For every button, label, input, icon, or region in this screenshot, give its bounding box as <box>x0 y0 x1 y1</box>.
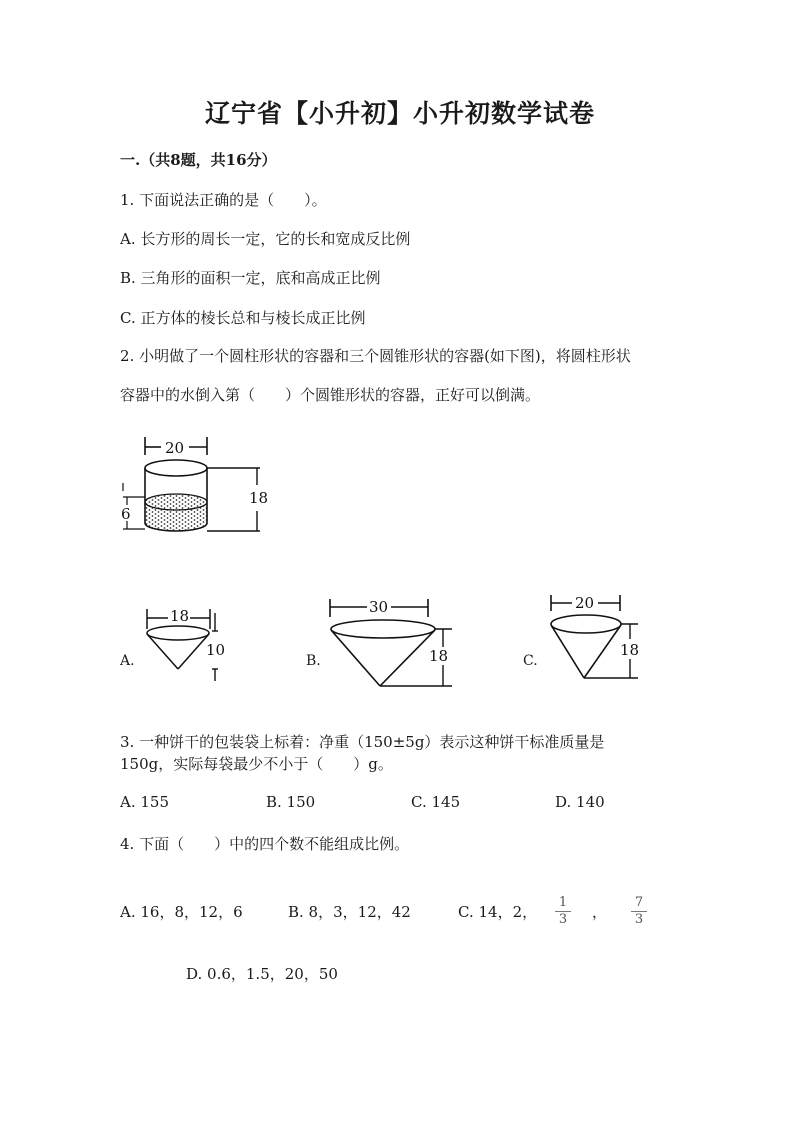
question-1-option-c: C. 正方体的棱长总和与棱长成正比例 <box>120 309 366 327</box>
cone-c-height-label: 18 <box>620 641 640 659</box>
question-3-option-b: B. 150 <box>266 793 316 811</box>
cylinder-figure <box>115 435 275 545</box>
cylinder-water-label: 6 <box>121 505 131 523</box>
cone-c-label: C. <box>523 653 538 669</box>
cone-b-diameter-label: 30 <box>369 598 389 616</box>
cone-a-height-label: 10 <box>206 641 226 659</box>
cone-b-label: B. <box>306 653 321 669</box>
question-4-option-a: A. 16，8，12，6 <box>120 903 243 921</box>
cone-c-figure <box>546 591 646 686</box>
fraction-denominator: 3 <box>558 912 568 927</box>
cylinder-height-label: 18 <box>249 489 269 507</box>
page-title: 辽宁省【小升初】小升初数学试卷 <box>204 99 595 128</box>
cone-a-figure <box>140 605 240 685</box>
question-1-stem: 1. 下面说法正确的是（ ）。 <box>120 191 327 209</box>
cone-a-label: A. <box>120 653 135 669</box>
question-2-stem-line1: 2. 小明做了一个圆柱形状的容器和三个圆锥形状的容器(如下图)，将圆柱形状 <box>120 347 631 365</box>
question-3-stem-line1: 3. 一种饼干的包装袋上标着：净重（150±5g）表示这种饼干标准质量是 <box>120 733 605 751</box>
question-3-option-d: D. 140 <box>555 793 605 811</box>
cone-b-height-label: 18 <box>429 647 449 665</box>
question-4-option-c: C. 14，2， <box>458 903 538 921</box>
question-3-option-c: C. 145 <box>411 793 461 811</box>
question-1-option-a: A. 长方形的周长一定，它的长和宽成反比例 <box>120 230 411 248</box>
cone-a-diameter-label: 18 <box>170 607 190 625</box>
fraction-denominator: 3 <box>634 912 644 927</box>
fraction-numerator: 7 <box>634 895 644 910</box>
fraction-separator: ， <box>592 903 608 921</box>
cone-c-diameter-label: 20 <box>575 594 595 612</box>
question-1-option-b: B. 三角形的面积一定，底和高成正比例 <box>120 269 381 287</box>
question-4-option-b: B. 8，3，12，42 <box>288 903 411 921</box>
question-2-stem-line2: 容器中的水倒入第（ ）个圆锥形状的容器，正好可以倒满。 <box>120 386 541 404</box>
cylinder-diameter-label: 20 <box>165 439 185 457</box>
fraction-seven-thirds <box>631 896 647 927</box>
cone-b-figure <box>325 597 465 692</box>
question-4-stem: 4. 下面（ ）中的四个数不能组成比例。 <box>120 835 410 853</box>
question-3-stem-line2: 150g，实际每袋最少不小于（ ）g。 <box>120 755 393 773</box>
fraction-numerator: 1 <box>558 895 568 910</box>
question-3-option-a: A. 155 <box>120 793 169 811</box>
section-heading: 一.（共8题，共16分） <box>120 151 277 169</box>
fraction-one-third <box>555 896 571 927</box>
question-4-option-d: D. 0.6，1.5，20，50 <box>186 965 338 983</box>
